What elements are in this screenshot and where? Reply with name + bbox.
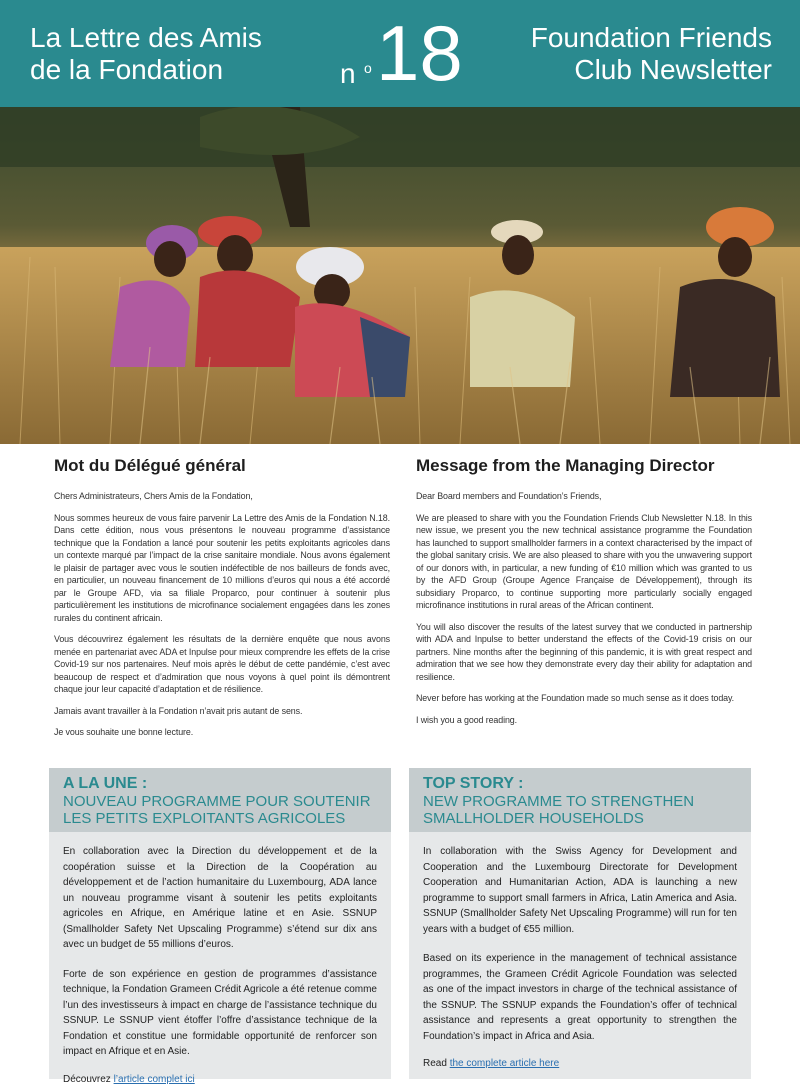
top-story-title-line1-en: NEW PROGRAMME TO STRENGTHEN xyxy=(423,793,695,810)
english-title-line1: Foundation Friends xyxy=(530,22,772,53)
top-story-kicker-fr: A LA UNE : xyxy=(63,775,148,792)
paragraph: Dear Board members and Foundation’s Friends, xyxy=(416,491,602,501)
top-story-title-line1-fr: NOUVEAU PROGRAMME POUR SOUTENIR xyxy=(63,793,371,810)
paragraph: In collaboration with the Swiss Agency for Development and Cooperation and the Luxembourg Directorate for Development Cooperation and Humanitarian Action, ADA is launching a new programme to support small farmers in Africa, Latin America and Asia. SSNUP (Smallholder Safety Net Upscaling Programme) will run for ten years with a budget of €55 million. xyxy=(423,846,737,935)
read-more-en xyxy=(423,1058,737,1069)
article-link-en[interactable]: the complete article here xyxy=(449,1058,560,1069)
paragraph: Never before has working at the Foundation made so much sense as it does today. xyxy=(416,693,735,703)
issue-number-prefix: n xyxy=(340,58,356,89)
paragraph: Nous sommes heureux de vous faire parvenir La Lettre des Amis de la Fondation N.18. Dans cette édition, nous vous présentons le nouveau programme d’assistance technique que la Fondation a lancé pour soutenir les petits exploitants agricoles dans un contexte marqué par l’impact de la crise sanitaire mondiale. Nous avons également le plaisir de partager avec vous le soutien indéfectible de nos bailleurs de fonds avec, en particulier, un nouveau financement de 10 millions d’euros qui nous a été accordé par le Groupe AFD, via sa filiale Proparco, pour continuer à soutenir plus particulièrement les institutions de microfinance socialement engagées dans les zones rurales du continent africain. xyxy=(54,512,390,623)
newsletter-header xyxy=(0,0,800,107)
read-more-prefix-fr: Découvrez xyxy=(63,1073,114,1085)
hero-photo-farmers-field xyxy=(0,107,800,444)
paragraph: Forte de son expérience en gestion de programmes d’assistance technique, la Fondation Grameen Crédit Agricole a été retenue comme l’un des investisseurs à impact en charge de l’assistance technique du SSNUP. Le SSNUP vient étoffer l’offre d’assistance technique de la Fondation et constitue une formidable opportunité de renforcer son impact en Afrique et en Asie. xyxy=(63,968,377,1057)
paragraph: Je vous souhaite une bonne lecture. xyxy=(54,727,194,737)
top-story-kicker-en: TOP STORY : xyxy=(423,775,524,792)
section-heading-fr: Mot du Délégué général xyxy=(54,456,246,475)
top-story-header-en xyxy=(409,768,751,832)
delegate-message-fr xyxy=(54,456,390,748)
paragraph: Jamais avant travailler à la Fondation n’avait pris autant de sens. xyxy=(54,705,303,716)
french-title-line2: de la Fondation xyxy=(30,54,224,85)
paragraph: Based on its experience in the management of technical assistance programmes, the Grameen Crédit Agricole Foundation was selected as one of the impact investors in charge of the technical assistance of the SSNUP. The SSNUP expands the Foundation’s offer of technical assistance and represents a great opportunity to strengthen the Foundation’s impact in Africa and Asia. xyxy=(423,953,737,1042)
issue-number-value: 18 xyxy=(376,9,463,97)
top-story-header-fr xyxy=(49,768,391,832)
english-title xyxy=(531,22,772,86)
read-more-prefix-en: Read xyxy=(423,1058,450,1069)
paragraph: Chers Administrateurs, Chers Amis de la Fondation, xyxy=(54,491,253,501)
paragraph: Vous découvrirez également les résultats de la dernière enquête que nous avons menée en partenariat avec ADA et Inpulse pour mieux comprendre les effets de la crise Covid-19 sur nos partenaires. Neuf mois après le début de cette pandémie, c’est avec beaucoup de respect et d’admiration que nous voyons à quel point ils démontrent chaque jour leur capacité d’adaptation et de résilience. xyxy=(54,634,390,694)
top-story-title-line2-fr: LES PETITS EXPLOITANTS AGRICOLES xyxy=(63,810,346,827)
paragraph: You will also discover the results of the latest survey that we conducted in partnership with ADA and Inpulse to better understand the effects of the Covid-19 crisis on our partners. Nine months after the beginning of this pandemic, it is with great respect and admiration that we see how they demonstrate every day their ability for adaptation and resilience. xyxy=(416,621,752,682)
director-message-en xyxy=(416,456,752,735)
read-more-fr xyxy=(63,1074,377,1085)
paragraph: En collaboration avec la Direction du développement et de la coopération suisse et la Direction de la Coopération au développement et de l’action humanitaire du Luxembourg, ADA lance un nouveau programme visant à soutenir les petits exploitants agricoles en Afrique, en Amérique latine et en Asie. SSNUP (Smallholder Safety Net Upscaling Programme) s’étend sur dix ans avec un budget de 55 millions d’euros. xyxy=(63,846,377,950)
paragraph: I wish you a good reading. xyxy=(416,714,518,725)
top-story-box-en xyxy=(409,768,751,1079)
top-story-box-fr xyxy=(49,768,391,1085)
issue-number-sup: o xyxy=(364,60,372,76)
english-title-line2: Club Newsletter xyxy=(574,54,772,85)
french-title-line1: La Lettre des Amis xyxy=(30,22,262,53)
article-link-fr[interactable]: l’article complet ici xyxy=(113,1073,195,1085)
paragraph: We are pleased to share with you the Foundation Friends Club Newsletter N.18. In this new issue, we present you the new technical assistance programme the Foundation has launched to support smallholder farmers in a context characterised by the impact of the global sanitary crisis. We are also pleased to share with you the unwavering support of our donors with, in particular, a new funding of €10 million which was granted to us by the AFD Group (Groupe Agence Française de Développement), through its subsidiary Proparco, to continue supporting more particularly socially engaged microfinance institutions in rural areas of the African continent. xyxy=(416,512,752,610)
section-heading-en: Message from the Managing Director xyxy=(416,456,715,475)
french-title xyxy=(30,22,262,86)
top-story-title-line2-en: SMALLHOLDER HOUSEHOLDS xyxy=(423,810,644,827)
